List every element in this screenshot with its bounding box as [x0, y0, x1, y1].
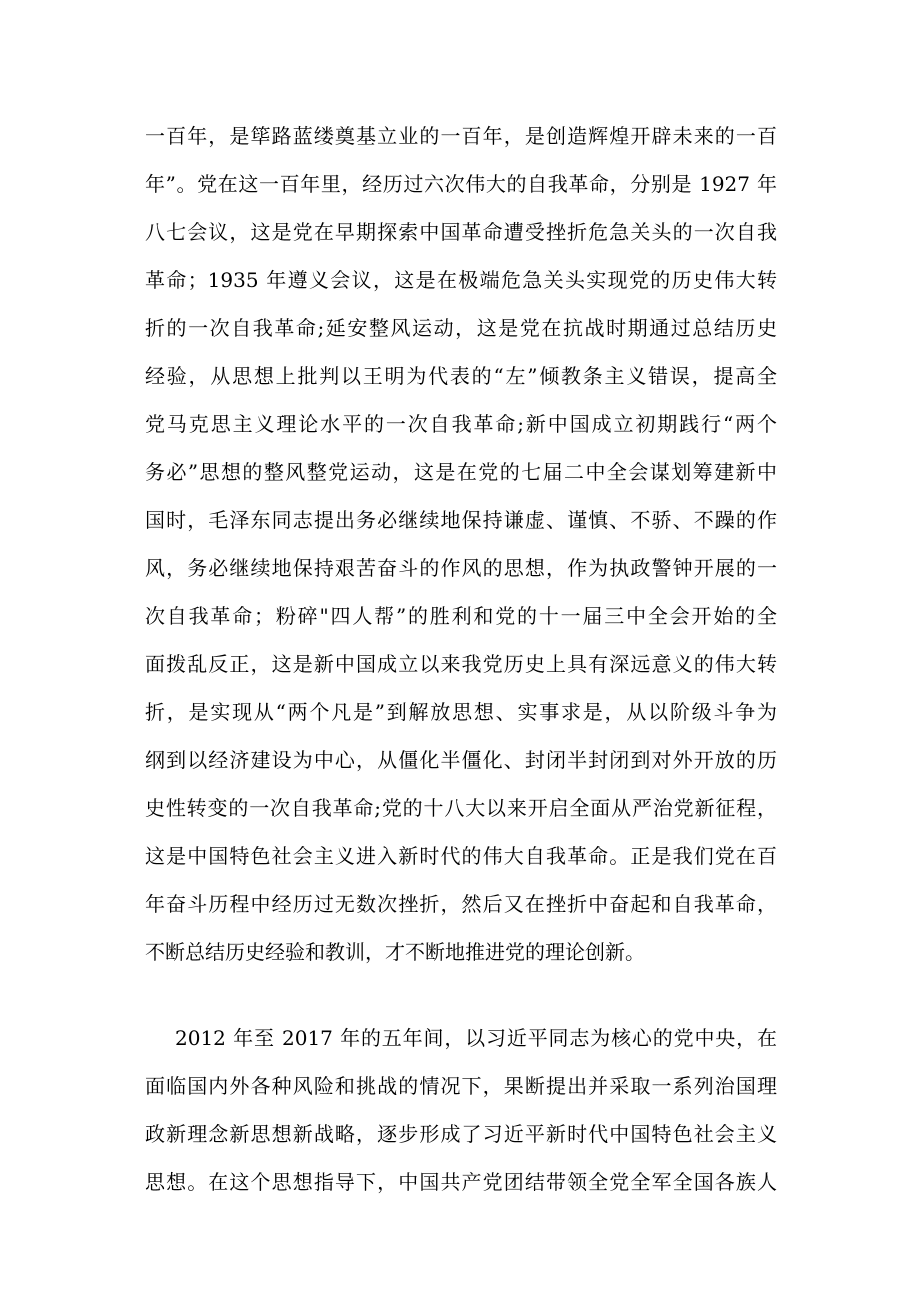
- paragraph-2: [145, 1014, 777, 1206]
- text-line: 年”。党在这一百年里，经历过六次伟大的自我革命，分别是 1927 年: [145, 172, 777, 196]
- text-line: 党马克思主义理论水平的一次自我革命;新中国成立初期践行“两个: [145, 412, 777, 436]
- text-line: 纲到以经济建设为中心，从僵化半僵化、封闭半封闭到对外开放的历: [145, 748, 777, 772]
- text-line: 政新理念新思想新战略，逐步形成了习近平新时代中国特色社会主义: [145, 1122, 777, 1146]
- text-line: 次自我革命；粉碎"四人帮”的胜利和党的十一届三中全会开始的全: [145, 604, 777, 628]
- text-line: 国时，毛泽东同志提出务必继续地保持谦虚、谨慎、不骄、不躁的作: [145, 508, 777, 532]
- text-line: 这是中国特色社会主义进入新时代的伟大自我革命。正是我们党在百: [145, 844, 777, 868]
- text-line: 经验，从思想上批判以王明为代表的“左”倾教条主义错误，提高全: [145, 364, 777, 388]
- paragraph-gap: [145, 976, 777, 1014]
- text-line: 面拨乱反正，这是新中国成立以来我党历史上具有深远意义的伟大转: [145, 652, 777, 676]
- paragraph-1: [145, 112, 777, 976]
- text-line: 面临国内外各种风险和挑战的情况下，果断提出并采取一系列治国理: [145, 1074, 777, 1098]
- text-line: 不断总结历史经验和教训，才不断地推进党的理论创新。: [145, 940, 645, 964]
- text-line: 八七会议，这是党在早期探索中国革命遭受挫折危急关头的一次自我: [145, 220, 777, 244]
- text-line: 革命；1935 年遵义会议，这是在极端危急关头实现党的历史伟大转: [145, 268, 777, 292]
- text-line: 2012 年至 2017 年的五年间，以习近平同志为核心的党中央，在: [175, 1026, 777, 1050]
- text-line: 年奋斗历程中经历过无数次挫折，然后又在挫折中奋起和自我革命，: [145, 892, 777, 916]
- text-line: 折，是实现从“两个凡是”到解放思想、实事求是，从以阶级斗争为: [145, 700, 777, 724]
- body-text: [145, 112, 777, 1206]
- text-line: 风，务必继续地保持艰苦奋斗的作风的思想，作为执政警钟开展的一: [145, 556, 777, 580]
- text-line: 一百年，是筚路蓝缕奠基立业的一百年，是创造辉煌开辟未来的一百: [145, 124, 777, 148]
- text-line: 思想。在这个思想指导下，中国共产党团结带领全党全军全国各族人: [145, 1170, 777, 1194]
- text-line: 史性转变的一次自我革命;党的十八大以来开启全面从严治党新征程，: [145, 796, 777, 820]
- text-line: 务必”思想的整风整党运动，这是在党的七届二中全会谋划筹建新中: [145, 460, 777, 484]
- text-line: 折的一次自我革命;延安整风运动，这是党在抗战时期通过总结历史: [145, 316, 777, 340]
